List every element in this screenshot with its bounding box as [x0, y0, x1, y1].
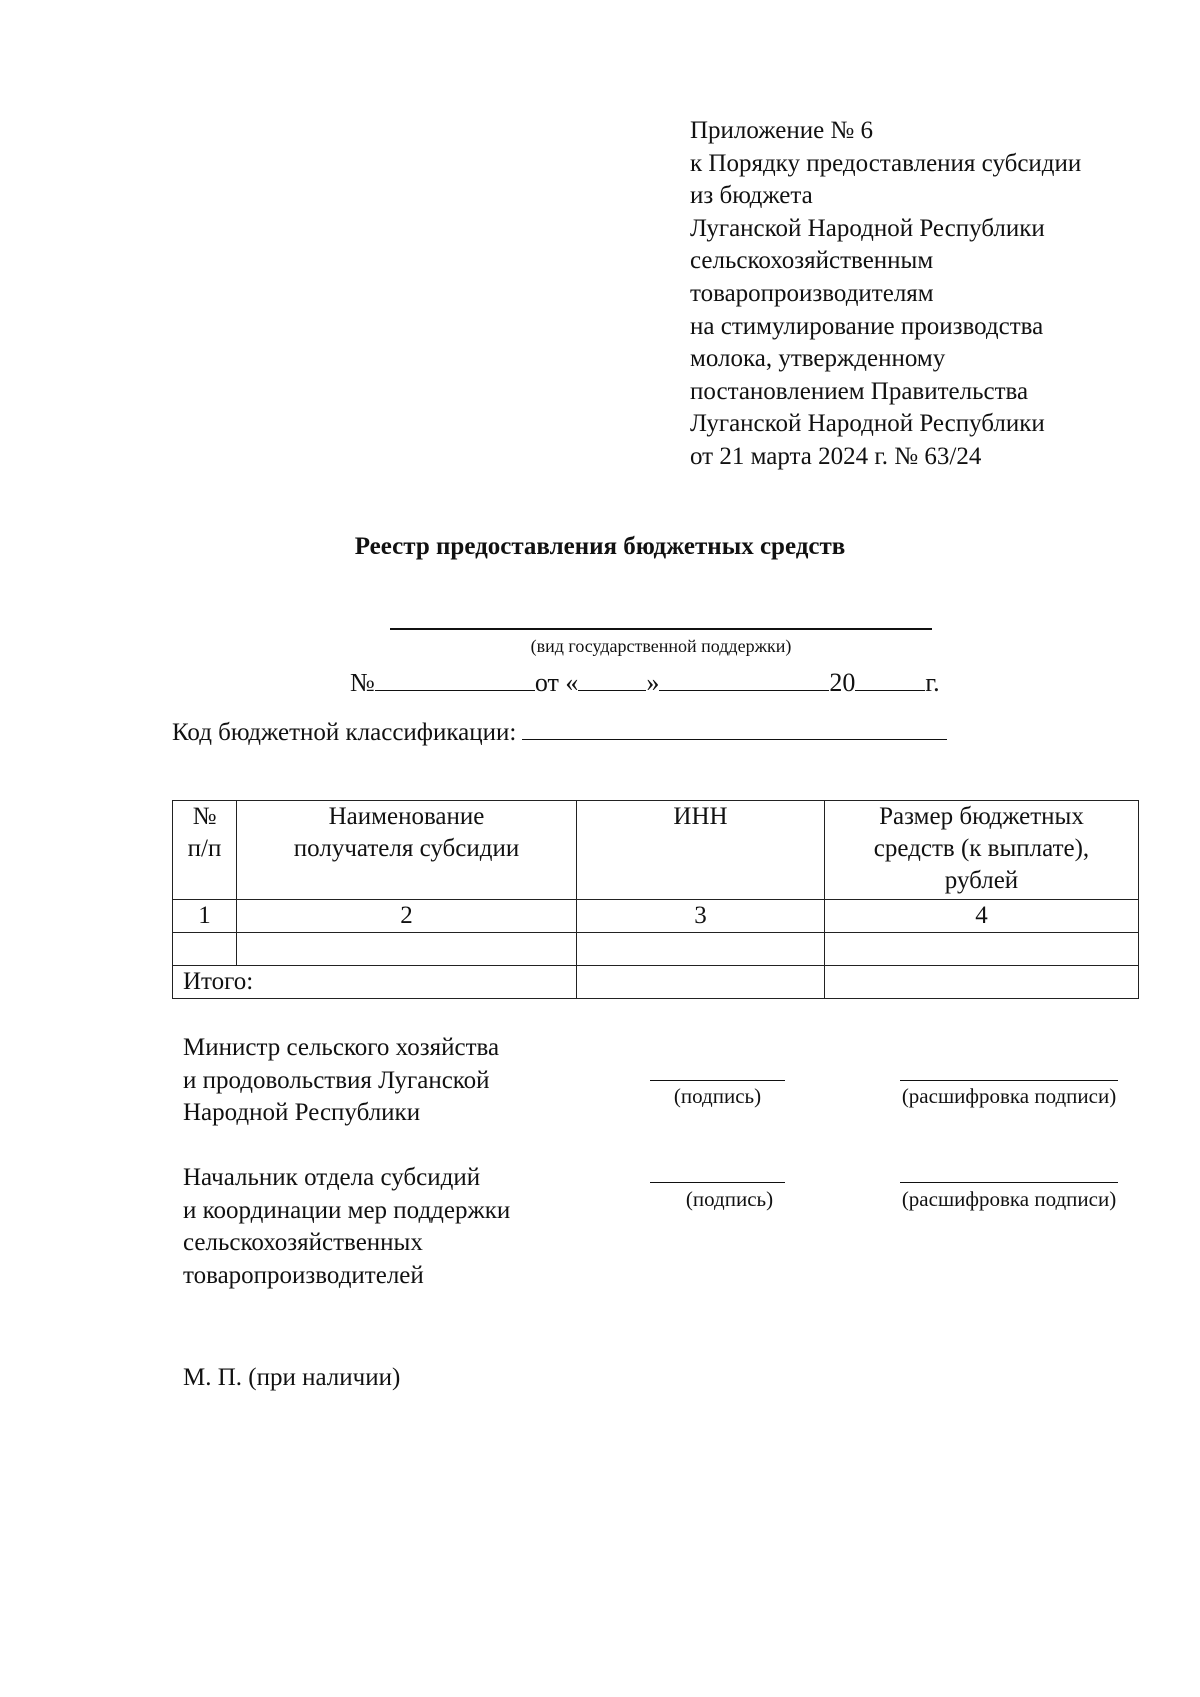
- stamp-place: М. П. (при наличии): [183, 1364, 401, 1391]
- appendix-line: постановлением Правительства: [690, 377, 1029, 405]
- appendix-line: сельскохозяйственным: [690, 247, 934, 275]
- support-type-caption: (вид государственной поддержки): [530, 636, 792, 656]
- total-label: Итого:: [173, 966, 577, 999]
- header-cell-number: № п/п: [173, 801, 237, 900]
- support-type-blank: [390, 628, 932, 630]
- number-date-line: [350, 664, 940, 698]
- year-blank: [855, 664, 925, 691]
- year-suffix: г.: [925, 668, 940, 697]
- day-blank: [578, 664, 646, 691]
- appendix-line: на стимулирование производства: [690, 312, 1044, 340]
- budget-classification-blank: [522, 713, 947, 740]
- table-total-row: [173, 966, 1139, 999]
- column-number-cell: 3: [577, 900, 825, 933]
- appendix-block: [690, 115, 1160, 474]
- signer-department-head: Начальник отдела субсидий и координации мер поддержки сельскохозяйственных товаропроизводителей: [183, 1164, 511, 1289]
- budget-classification-line: [172, 713, 947, 747]
- decoding-blank: [900, 1080, 1118, 1081]
- appendix-line: молока, утвержденному: [690, 345, 946, 373]
- appendix-line: Луганской Народной Республики: [690, 214, 1045, 242]
- column-number-cell: 4: [825, 900, 1139, 933]
- table-cell: [577, 933, 825, 966]
- appendix-line: к Порядку предоставления субсидии: [690, 149, 1082, 177]
- decoding-caption: (расшифровка подписи): [901, 1187, 1117, 1211]
- month-blank: [659, 664, 829, 691]
- year-prefix: 20: [829, 668, 856, 697]
- header-cell-inn: ИНН: [577, 801, 825, 900]
- registry-table: [172, 800, 1139, 999]
- appendix-line: Приложение № 6: [690, 117, 874, 144]
- decoding-caption: (расшифровка подписи): [901, 1084, 1117, 1108]
- appendix-line: товаропроизводителям: [690, 279, 934, 307]
- header-cell-recipient: Наименование получателя субсидии: [237, 801, 577, 900]
- appendix-line: Луганской Народной Республики: [690, 410, 1045, 438]
- column-number-cell: 1: [173, 900, 237, 933]
- header-cell-amount: Размер бюджетных средств (к выплате), рублей: [825, 801, 1139, 900]
- appendix-line: из бюджета: [690, 182, 813, 210]
- table-row: [173, 933, 1139, 966]
- number-sign: №: [350, 668, 375, 697]
- column-number-cell: 2: [237, 900, 577, 933]
- table-column-numbers-row: [173, 900, 1139, 933]
- signature-caption: (подпись): [685, 1187, 774, 1211]
- number-blank: [375, 664, 535, 691]
- signer-minister: Министр сельского хозяйства и продовольствия Луганской Народной Республики: [183, 1034, 500, 1127]
- table-cell: [173, 933, 237, 966]
- appendix-line: от 21 марта 2024 г. № 63/24: [690, 442, 982, 470]
- signature-blank: [650, 1080, 785, 1081]
- table-cell: [237, 933, 577, 966]
- total-amount-cell: [825, 966, 1139, 999]
- table-header-row: [173, 801, 1139, 900]
- total-inn-cell: [577, 966, 825, 999]
- signature-caption: (подпись): [673, 1084, 762, 1108]
- signature-blank: [650, 1182, 785, 1183]
- date-from-label: от «: [534, 668, 579, 697]
- budget-classification-label: Код бюджетной классификации:: [172, 719, 517, 746]
- decoding-blank: [900, 1182, 1118, 1183]
- table-cell: [825, 933, 1139, 966]
- date-close-quote: »: [646, 668, 660, 697]
- document-title: Реестр предоставления бюджетных средств: [354, 533, 846, 560]
